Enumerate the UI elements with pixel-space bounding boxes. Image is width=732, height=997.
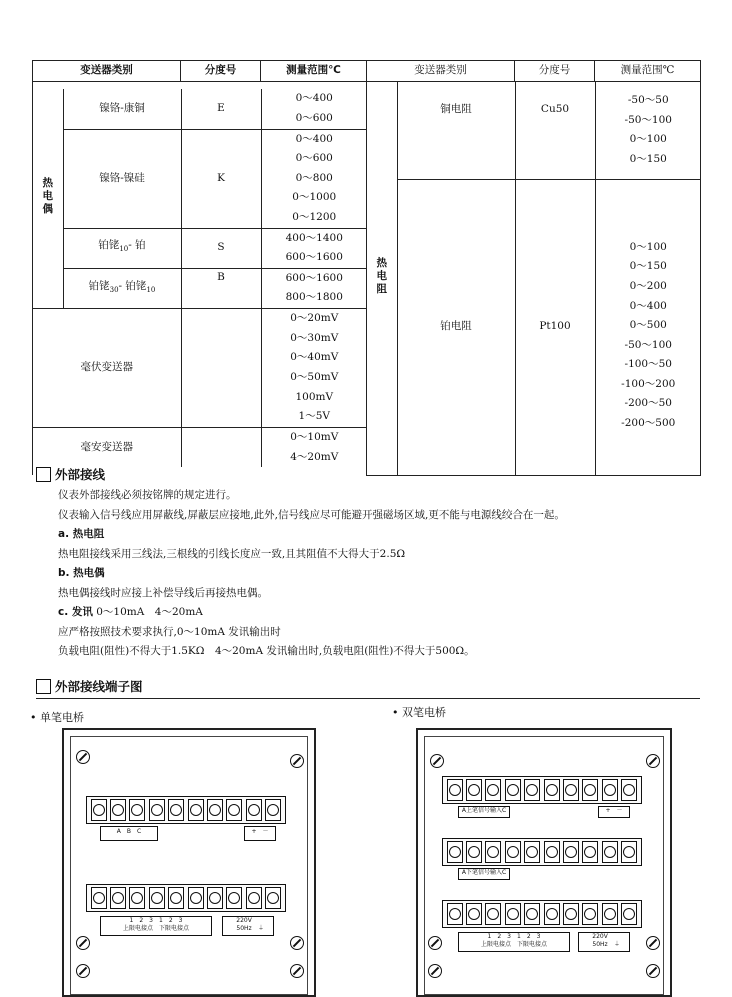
tc-e-name: 镍铬-康铜	[63, 89, 181, 129]
terminal-screw[interactable]	[265, 799, 281, 821]
terminal-screw[interactable]	[168, 887, 184, 909]
screw-icon	[76, 936, 90, 950]
terminal-screw[interactable]	[226, 799, 242, 821]
terminal-screw[interactable]	[485, 779, 501, 801]
header-type-right: 变送器类别	[367, 61, 515, 82]
tc-s-name: 铂铑$_{10}$- 铂	[63, 228, 181, 268]
platinum-name: 铂电阻	[397, 179, 515, 474]
terminal-screw[interactable]	[524, 903, 540, 925]
milliamp-ranges: 0～10mV 4～20mV	[261, 427, 367, 467]
terminal-screw[interactable]	[563, 779, 579, 801]
screw-icon	[290, 964, 304, 978]
screw-icon	[76, 964, 90, 978]
section-divider	[36, 698, 700, 699]
terminal-screw[interactable]	[466, 903, 482, 925]
double-bridge-panel	[416, 728, 672, 997]
double-c-terminal-strip	[442, 900, 642, 928]
milliamp-grade	[181, 427, 261, 467]
terminal-screw[interactable]	[110, 799, 126, 821]
terminal-screw[interactable]	[91, 887, 107, 909]
terminal-screw[interactable]	[110, 887, 126, 909]
terminal-section-title: 外部接线端子图	[36, 677, 143, 695]
limit-contacts-label: 1 2 3 1 2 3 上限电接点 下限电接点	[458, 932, 570, 952]
terminal-screw[interactable]	[91, 799, 107, 821]
wiring-c-text-1: 应严格按照技术要求执行,0～10mA 发讯输出时	[58, 625, 281, 638]
screw-icon	[646, 754, 660, 768]
tc-s-ranges: 400～1400 600～1600	[261, 228, 367, 268]
screw-icon	[428, 964, 442, 978]
terminal-screw[interactable]	[149, 887, 165, 909]
terminal-screw[interactable]	[544, 841, 560, 863]
checkbox-icon	[36, 679, 51, 694]
terminal-screw[interactable]	[602, 779, 618, 801]
header-range-left: 测量范围℃	[261, 61, 367, 82]
terminal-screw[interactable]	[129, 799, 145, 821]
wiring-a-text: 热电阻接线采用三线法,三根线的引线长度应一致,且其阻值不大得大于2.5Ω	[58, 547, 406, 560]
limit-contacts-label: 1 2 3 1 2 3 上限电接点 下限电接点	[100, 916, 212, 936]
double-a-terminal-strip	[442, 776, 642, 804]
tc-e-ranges: 0～400 0～600	[261, 89, 367, 129]
terminal-screw[interactable]	[505, 841, 521, 863]
terminal-screw[interactable]	[149, 799, 165, 821]
tc-e-grade: E	[181, 89, 261, 129]
terminal-screw[interactable]	[188, 799, 204, 821]
terminal-screw[interactable]	[207, 887, 223, 909]
terminal-screw[interactable]	[466, 841, 482, 863]
polarity-label: + －	[598, 806, 630, 818]
wiring-c-head: c. 发讯 0～10mA 4～20mA	[58, 606, 203, 618]
spec-table	[32, 60, 701, 476]
screw-icon	[646, 964, 660, 978]
terminal-screw[interactable]	[168, 799, 184, 821]
terminal-screw[interactable]	[582, 779, 598, 801]
terminal-screw[interactable]	[602, 903, 618, 925]
header-grade-right: 分度号	[515, 61, 595, 82]
single-top-terminal-strip	[86, 796, 286, 824]
terminal-screw[interactable]	[621, 779, 637, 801]
copper-grade: Cu50	[515, 82, 595, 180]
tc-k-name: 镍铬-镍硅	[63, 129, 181, 228]
upper-pen-input-label: A上笔信号输入C	[458, 806, 510, 818]
wiring-c-text-2: 负载电阻(阻性)不得大于1.5KΩ 4～20mA 发讯输出时,负载电阻(阻性)不得大于500Ω。	[58, 645, 475, 657]
wiring-b-text: 热电偶接线时应接上补偿导线后再接热电偶。	[58, 586, 268, 599]
terminal-screw[interactable]	[505, 903, 521, 925]
terminal-screw[interactable]	[563, 841, 579, 863]
terminal-screw[interactable]	[246, 799, 262, 821]
terminal-screw[interactable]	[265, 887, 281, 909]
terminal-screw[interactable]	[129, 887, 145, 909]
ground-icon: ⏚	[257, 925, 264, 932]
terminal-screw[interactable]	[524, 779, 540, 801]
header-grade-left: 分度号	[181, 61, 261, 82]
millivolt-name: 毫伏变送器	[33, 308, 181, 427]
tc-k-ranges: 0～400 0～600 0～800 0～1000 0～1200	[261, 129, 367, 228]
tc-s-grade: S	[181, 228, 261, 268]
power-label: 220V 50Hz ⏚	[222, 916, 274, 936]
copper-name: 铜电阻	[397, 82, 515, 180]
header-type-left: 变送器类别	[33, 61, 181, 82]
screw-icon	[428, 936, 442, 950]
terminal-screw[interactable]	[544, 779, 560, 801]
screw-icon	[76, 750, 90, 764]
tc-b-name: 铂铑$_{30}$- 铂铑$_{10}$	[63, 268, 181, 308]
millivolt-ranges: 0～20mV 0～30mV 0～40mV 0～50mV 100mV 1～5V	[261, 308, 367, 427]
platinum-grade: Pt100	[515, 179, 595, 474]
wiring-section-title: 外部接线	[36, 465, 105, 483]
polarity-label: + －	[244, 826, 276, 841]
terminal-screw[interactable]	[505, 779, 521, 801]
wiring-line-2: 仪表输入信号线应用屏蔽线,屏蔽层应接地,此外,信号线应尽可能避开强磁场区域,更不能与电源线绞合在一起。	[58, 508, 565, 521]
single-bottom-terminal-strip	[86, 884, 286, 912]
tc-k-grade: K	[181, 129, 261, 228]
terminal-screw[interactable]	[485, 903, 501, 925]
terminal-screw[interactable]	[246, 887, 262, 909]
terminal-screw[interactable]	[447, 841, 463, 863]
header-range-right: 测量范围℃	[595, 61, 701, 82]
copper-ranges: -50～50 -50～100 0～100 0～150	[595, 82, 701, 180]
terminal-screw[interactable]	[188, 887, 204, 909]
screw-icon	[290, 754, 304, 768]
rtd-label: 热电阻	[367, 82, 397, 475]
terminal-screw[interactable]	[621, 903, 637, 925]
wiring-a-head: a. 热电阻	[58, 528, 105, 540]
lower-pen-input-label: A下笔信号输入C	[458, 868, 510, 880]
wiring-line-1: 仪表外部接线必须按铭牌的规定进行。	[58, 489, 237, 501]
single-bridge-panel	[62, 728, 316, 997]
terminal-screw[interactable]	[485, 841, 501, 863]
single-bridge-label: • 单笔电桥	[30, 711, 84, 724]
milliamp-name: 毫安变送器	[33, 427, 181, 467]
double-b-terminal-strip	[442, 838, 642, 866]
terminal-screw[interactable]	[207, 799, 223, 821]
thermocouple-label: 热电偶	[33, 89, 63, 308]
screw-icon	[430, 754, 444, 768]
terminal-screw[interactable]	[582, 903, 598, 925]
wiring-body	[58, 486, 718, 662]
screw-icon	[646, 936, 660, 950]
millivolt-grade	[181, 308, 261, 427]
wiring-b-head: b. 热电偶	[58, 567, 105, 579]
terminal-screw[interactable]	[602, 841, 618, 863]
terminal-screw[interactable]	[226, 887, 242, 909]
tc-b-grade: B	[181, 268, 261, 308]
ground-icon: ⏚	[613, 941, 620, 948]
terminal-screw[interactable]	[447, 903, 463, 925]
terminal-screw[interactable]	[621, 841, 637, 863]
terminal-screw[interactable]	[466, 779, 482, 801]
abc-input-label: A B C	[100, 826, 158, 841]
platinum-ranges: 0～100 0～150 0～200 0～400 0～500 -50～100 -100～50 -100～200 -200～50 -200～500	[595, 179, 701, 474]
terminal-screw[interactable]	[563, 903, 579, 925]
terminal-screw[interactable]	[544, 903, 560, 925]
screw-icon	[290, 936, 304, 950]
double-bridge-label: • 双笔电桥	[392, 706, 446, 719]
terminal-screw[interactable]	[447, 779, 463, 801]
tc-b-ranges: 600～1600 800～1800	[261, 268, 367, 308]
checkbox-icon	[36, 467, 51, 482]
terminal-screw[interactable]	[524, 841, 540, 863]
power-label: 220V 50Hz ⏚	[578, 932, 630, 952]
terminal-screw[interactable]	[582, 841, 598, 863]
